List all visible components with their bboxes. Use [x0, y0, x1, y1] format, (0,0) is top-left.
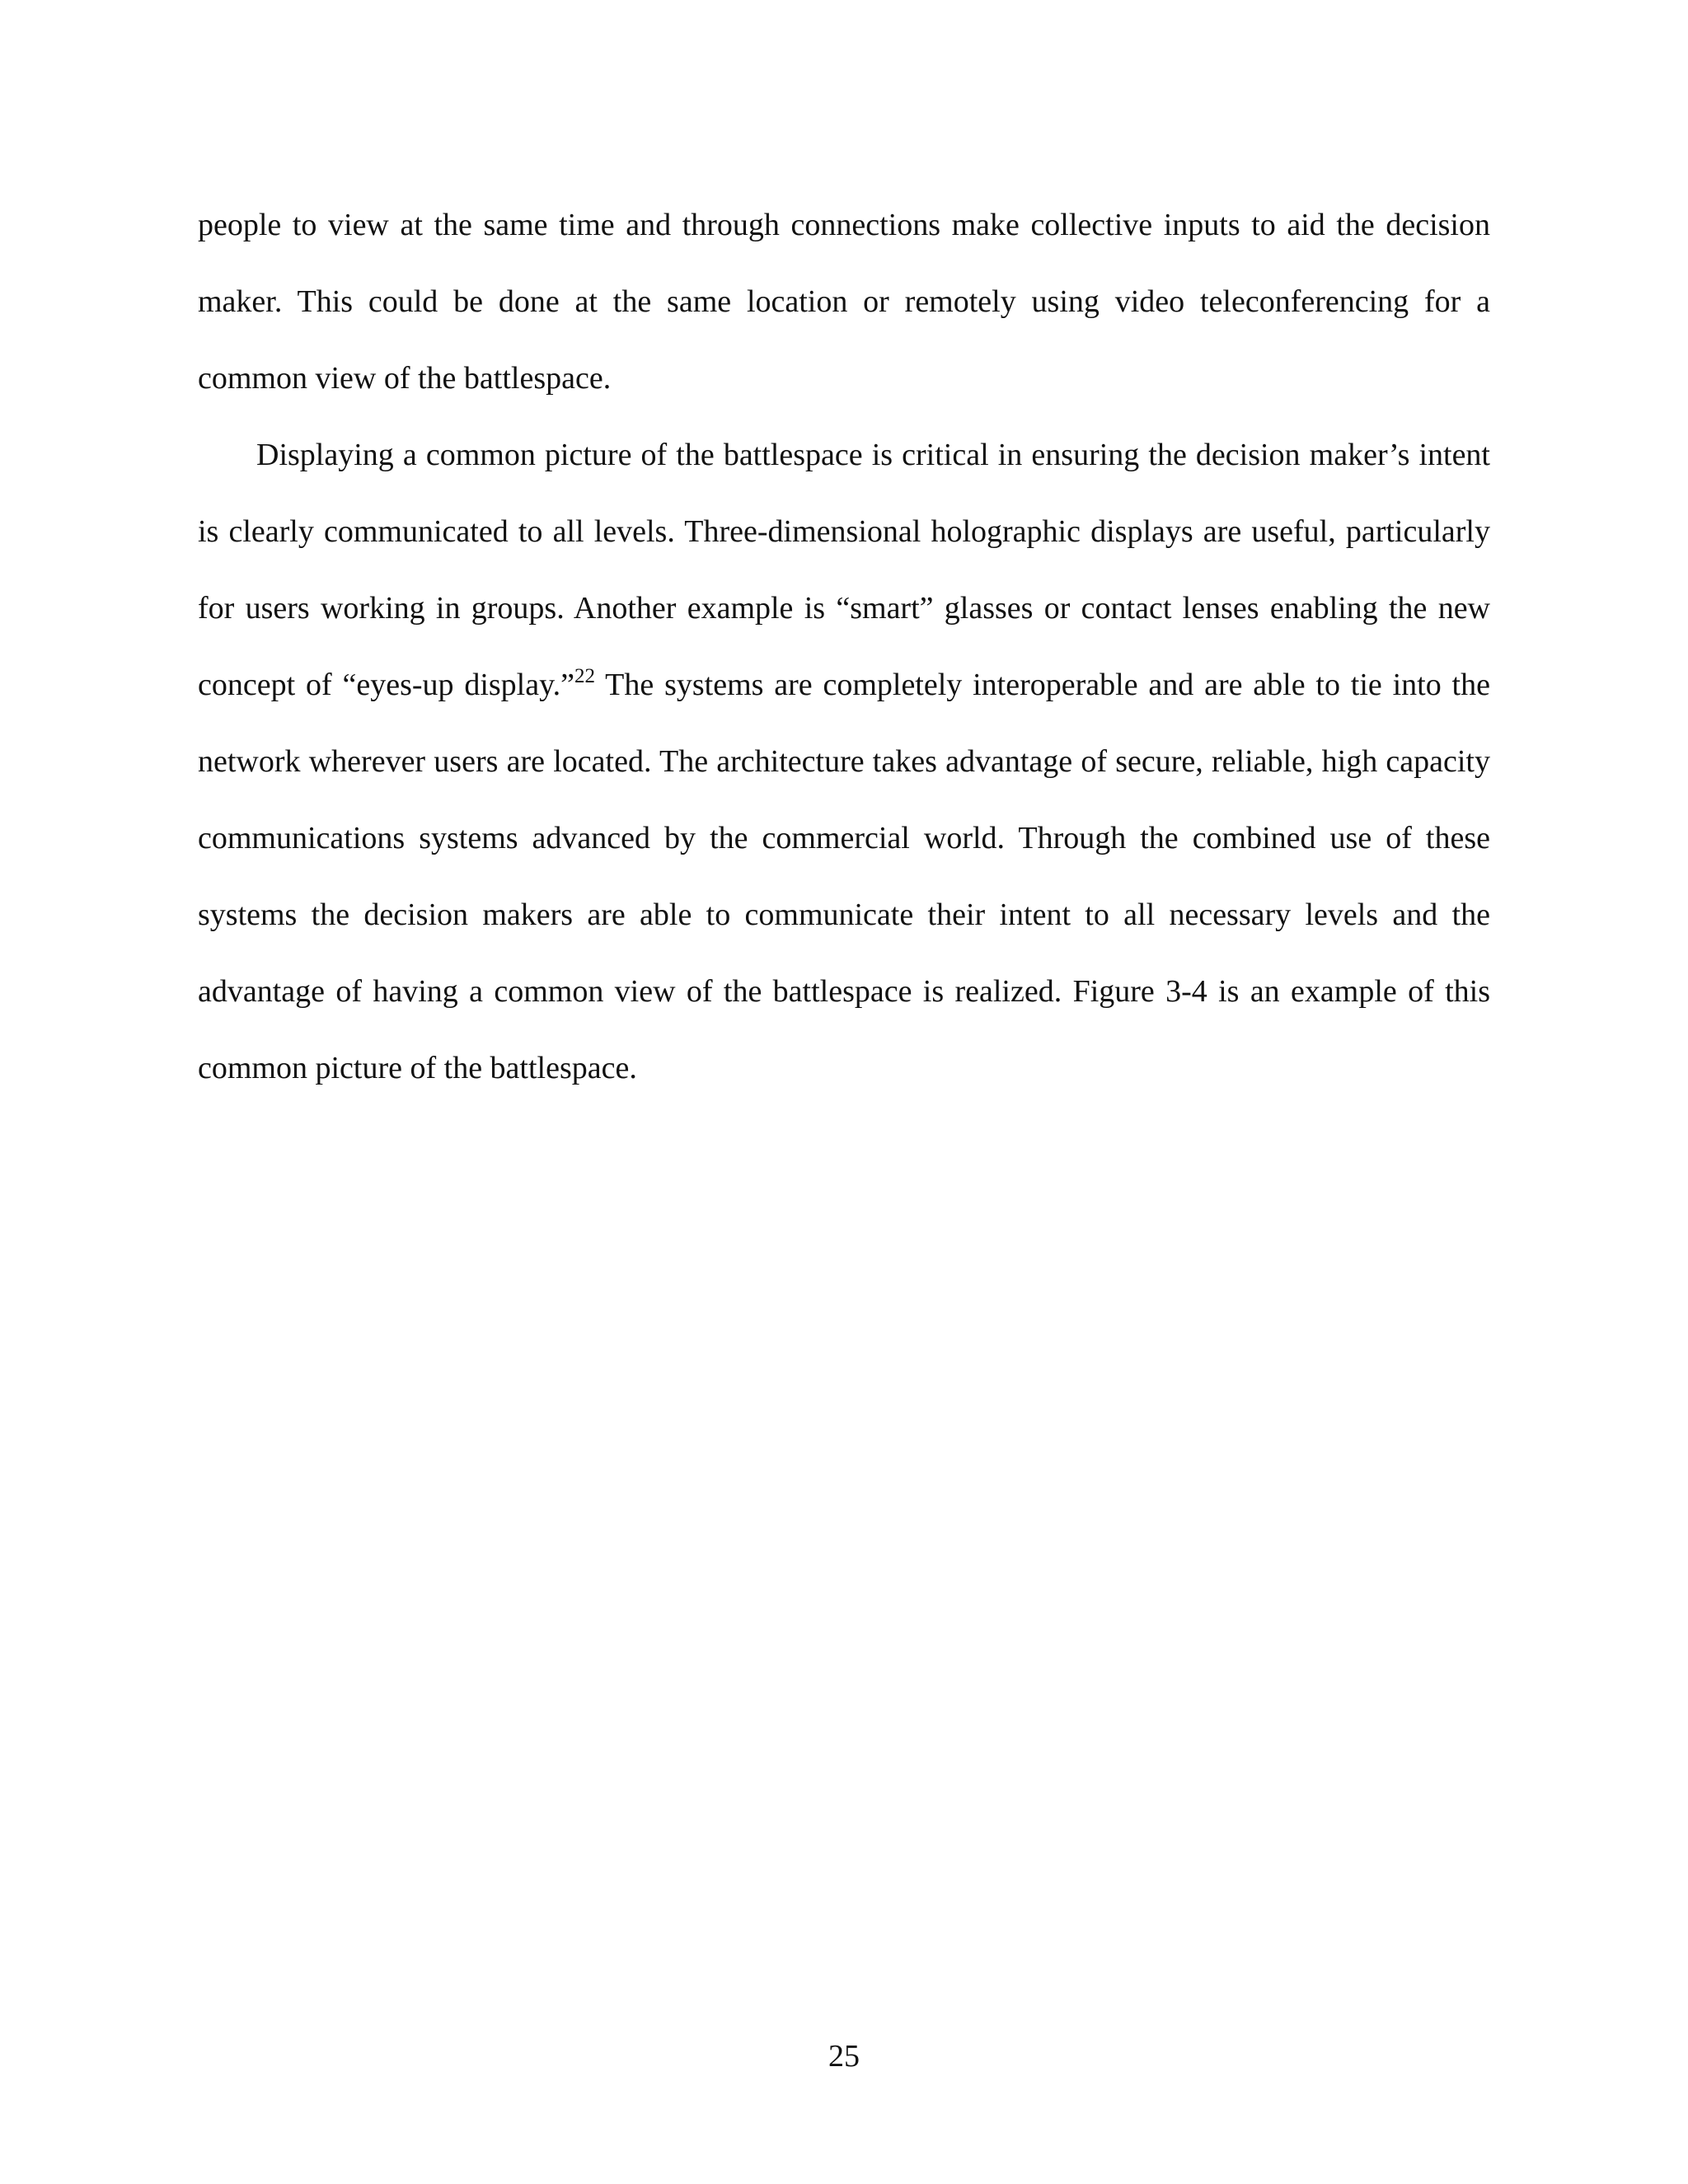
body-text: [198, 187, 1490, 1107]
footnote-reference[interactable]: 22: [574, 665, 596, 687]
paragraph-2-text-part-2: The systems are completely interoperable and are able to tie into the network wherever users are located. The architecture takes advantage of secure, reliable, high capacity communications systems advanced by the commercial world. Through the combined use of these systems the decision makers are able to communicate their intent to all necessary levels and the advantage of having a common view of the battlespace is realized. Figure 3-4 is an example of this common picture of the battlespace.: [198, 668, 1490, 1085]
paragraph-1-text: people to view at the same time and through connections make collective inputs to aid the decision maker. This could be done at the same location or remotely using video teleconferencing for a common view of the battlespace.: [198, 208, 1490, 396]
paragraph-2-text-part-1: Displaying a common picture of the battlespace is critical in ensuring the decision maker’s intent is clearly communicated to all levels. Three-dimensional holographic displays are useful, particularly for users working in groups. Another example is “smart” glasses or contact lenses enabling the new concept of “eyes-up display.”: [198, 438, 1490, 702]
page-number: 25: [828, 2039, 860, 2074]
paragraph-common-picture: [198, 417, 1490, 1107]
paragraph-continued: [198, 187, 1490, 417]
